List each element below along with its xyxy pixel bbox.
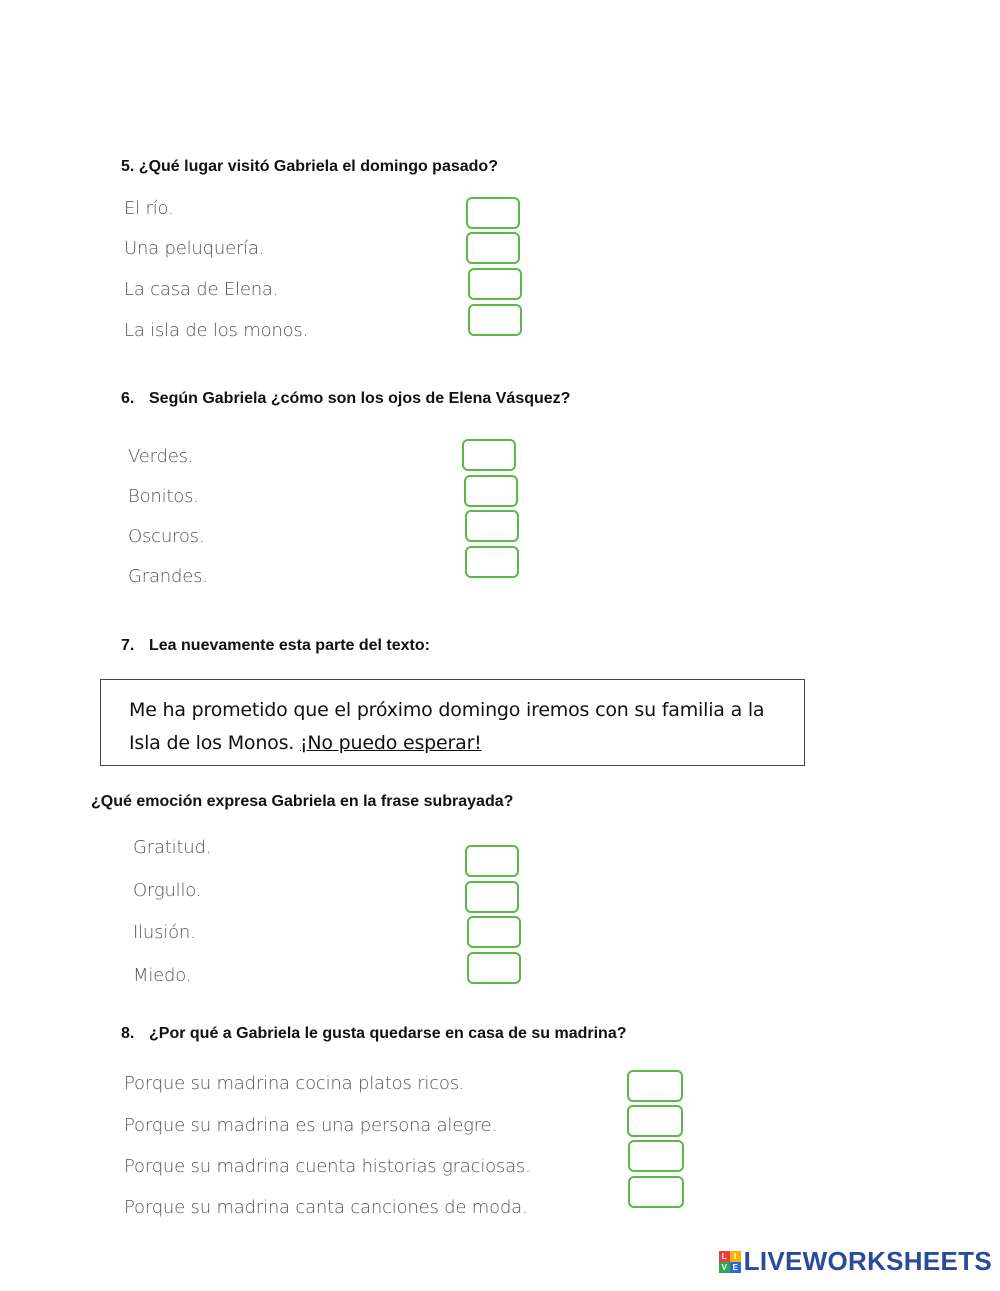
q6-option-2: Bonitos. [128, 486, 199, 507]
q6-option-4: Grandes. [128, 566, 208, 587]
q7-option-2: Orgullo. [133, 880, 202, 901]
excerpt-line-2 [129, 727, 789, 760]
q6-answer-box-3[interactable] [465, 510, 519, 542]
q8-option-1: Porque su madrina cocina platos ricos. [124, 1073, 465, 1094]
text-excerpt-box [100, 679, 805, 766]
q7-option-4: Miedo. [133, 965, 192, 986]
text-excerpt [129, 694, 789, 760]
question-7-title: 7. Lea nuevamente esta parte del texto: [121, 637, 430, 654]
q5-option-1: El río. [124, 198, 174, 219]
excerpt-line-2-plain: Isla de los Monos. [129, 732, 300, 754]
excerpt-underlined-phrase: ¡No puedo esperar! [299, 732, 482, 754]
q5-answer-box-1[interactable] [466, 197, 520, 229]
q8-option-2: Porque su madrina es una persona alegre. [124, 1115, 497, 1136]
q5-answer-box-3[interactable] [468, 268, 522, 300]
q7-answer-box-1[interactable] [465, 845, 519, 877]
liveworksheets-logo-icon: L I V E [719, 1251, 741, 1273]
liveworksheets-logo-text: LIVEWORKSHEETS [743, 1246, 992, 1276]
q8-answer-box-1[interactable] [627, 1070, 683, 1102]
q7-answer-box-2[interactable] [465, 881, 519, 913]
q6-answer-box-4[interactable] [465, 546, 519, 578]
q5-answer-box-2[interactable] [466, 232, 520, 264]
q8-answer-box-3[interactable] [628, 1140, 684, 1172]
q8-option-4: Porque su madrina canta canciones de moda. [124, 1197, 528, 1218]
q5-option-3: La casa de Elena. [124, 279, 279, 300]
question-5-title: 5. ¿Qué lugar visitó Gabriela el domingo pasado? [121, 158, 498, 175]
q7-option-1: Gratitud. [133, 837, 212, 858]
q6-answer-box-2[interactable] [464, 475, 518, 507]
q5-option-4: La isla de los monos. [124, 320, 309, 341]
q8-answer-box-4[interactable] [628, 1176, 684, 1208]
liveworksheets-logo [719, 1246, 992, 1277]
q6-option-1: Verdes. [128, 446, 194, 467]
q8-answer-box-2[interactable] [627, 1105, 683, 1137]
question-8-title: 8. ¿Por qué a Gabriela le gusta quedarse en casa de su madrina? [121, 1025, 627, 1042]
q8-option-3: Porque su madrina cuenta historias graciosas. [124, 1156, 531, 1177]
question-6-title: 6. Según Gabriela ¿cómo son los ojos de Elena Vásquez? [121, 390, 571, 407]
excerpt-line-1: Me ha prometido que el próximo domingo iremos con su familia a la [129, 699, 765, 721]
q6-option-3: Oscuros. [128, 526, 205, 547]
q7-option-3: Ilusión. [133, 922, 196, 943]
q7-answer-box-3[interactable] [467, 916, 521, 948]
q5-option-2: Una peluquería. [124, 238, 265, 259]
q6-answer-box-1[interactable] [462, 439, 516, 471]
question-7-subquestion: ¿Qué emoción expresa Gabriela en la frase subrayada? [91, 793, 514, 810]
q7-answer-box-4[interactable] [467, 952, 521, 984]
q5-answer-box-4[interactable] [468, 304, 522, 336]
